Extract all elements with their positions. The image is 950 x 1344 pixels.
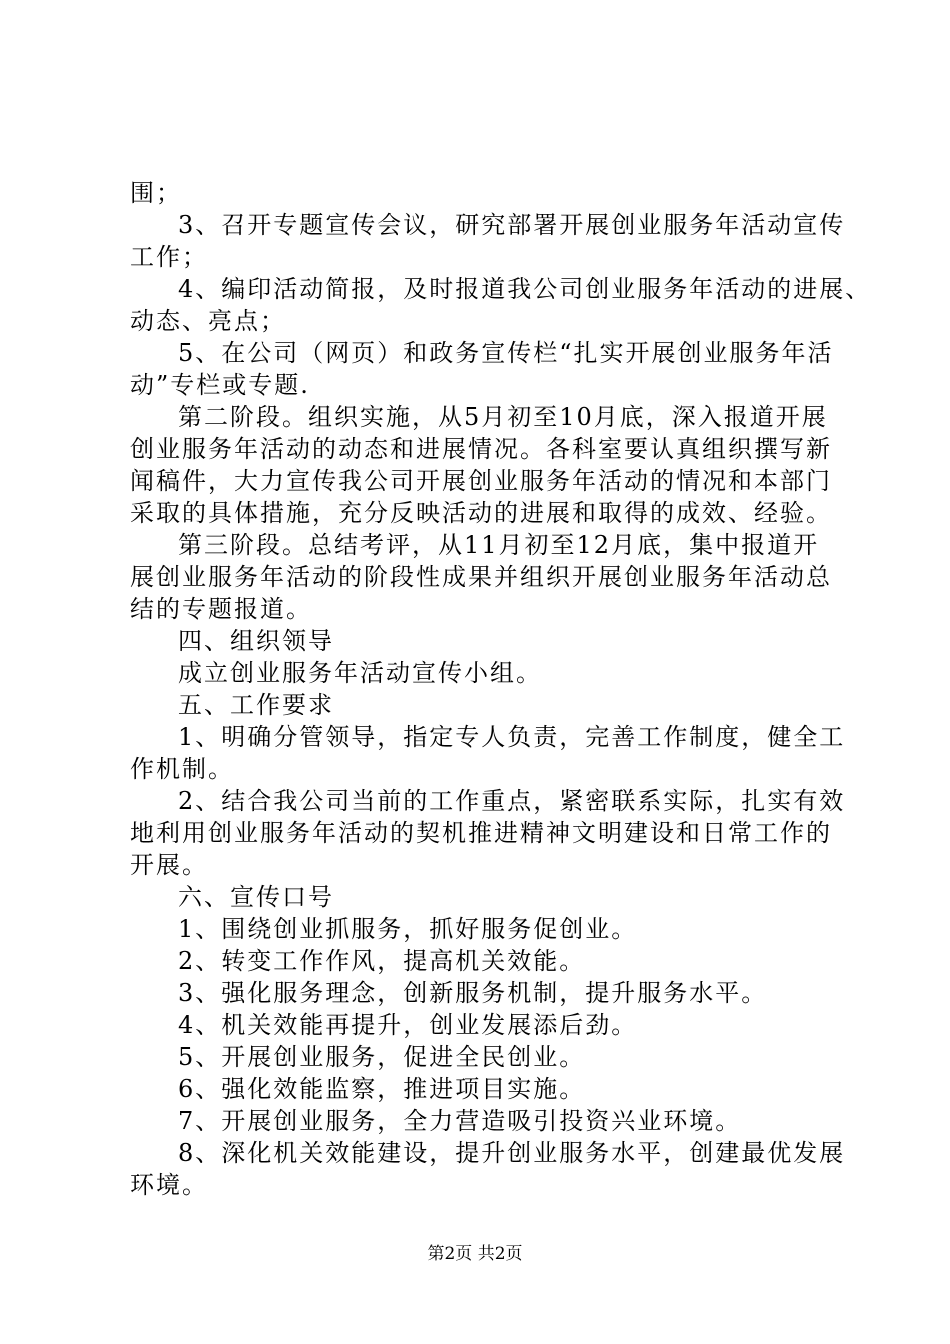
text-line: 采取的具体措施，充分反映活动的进展和取得的成效、经验。: [130, 499, 832, 527]
text-line: 2、转变工作作风，提高机关效能。: [178, 947, 586, 975]
text-line: 展创业服务年活动的阶段性成果并组织开展创业服务年活动总: [130, 563, 832, 591]
text-line: 创业服务年活动的动态和进展情况。各科室要认真组织撰写新: [130, 435, 832, 463]
text-line: 第三阶段。总结考评，从11月初至12月底，集中报道开: [178, 531, 820, 559]
text-line: 环境。: [130, 1171, 208, 1199]
text-line: 地利用创业服务年活动的契机推进精神文明建设和日常工作的: [130, 819, 832, 847]
text-line: 1、围绕创业抓服务，抓好服务促创业。: [178, 915, 638, 943]
section-heading: 五、工作要求: [178, 691, 334, 719]
text-line: 7、开展创业服务，全力营造吸引投资兴业环境。: [178, 1107, 742, 1135]
page-footer: 第2页 共2页: [427, 1244, 523, 1264]
text-line: 2、结合我公司当前的工作重点，紧密联系实际，扎实有效: [178, 787, 846, 815]
text-line: 1、明确分管领导，指定专人负责，完善工作制度，健全工: [178, 723, 846, 751]
text-line: 第二阶段。组织实施，从5月初至10月底，深入报道开展: [178, 403, 828, 431]
text-line: 4、机关效能再提升，创业发展添后劲。: [178, 1011, 638, 1039]
section-heading: 四、组织领导: [178, 627, 334, 655]
text-line: 动”专栏或专题.: [130, 371, 310, 399]
text-line: 6、强化效能监察，推进项目实施。: [178, 1075, 586, 1103]
text-line: 8、深化机关效能建设，提升创业服务水平，创建最优发展: [178, 1139, 846, 1167]
text-line: 动态、亮点；: [130, 307, 286, 335]
section-heading: 六、宣传口号: [178, 883, 334, 911]
text-line: 4、编印活动简报，及时报道我公司创业服务年活动的进展、: [178, 275, 872, 303]
text-line: 3、强化服务理念，创新服务机制，提升服务水平。: [178, 979, 768, 1007]
text-line: 5、在公司（网页）和政务宣传栏“扎实开展创业服务年活: [178, 339, 834, 367]
text-line: 围；: [130, 179, 182, 207]
text-line: 作机制。: [130, 755, 234, 783]
text-line: 结的专题报道。: [130, 595, 312, 623]
text-line: 开展。: [130, 851, 208, 879]
text-line: 工作；: [130, 243, 208, 271]
text-line: 成立创业服务年活动宣传小组。: [178, 659, 542, 687]
text-line: 5、开展创业服务，促进全民创业。: [178, 1043, 586, 1071]
text-line: 3、召开专题宣传会议，研究部署开展创业服务年活动宣传: [178, 211, 846, 239]
text-line: 闻稿件，大力宣传我公司开展创业服务年活动的情况和本部门: [130, 467, 832, 495]
